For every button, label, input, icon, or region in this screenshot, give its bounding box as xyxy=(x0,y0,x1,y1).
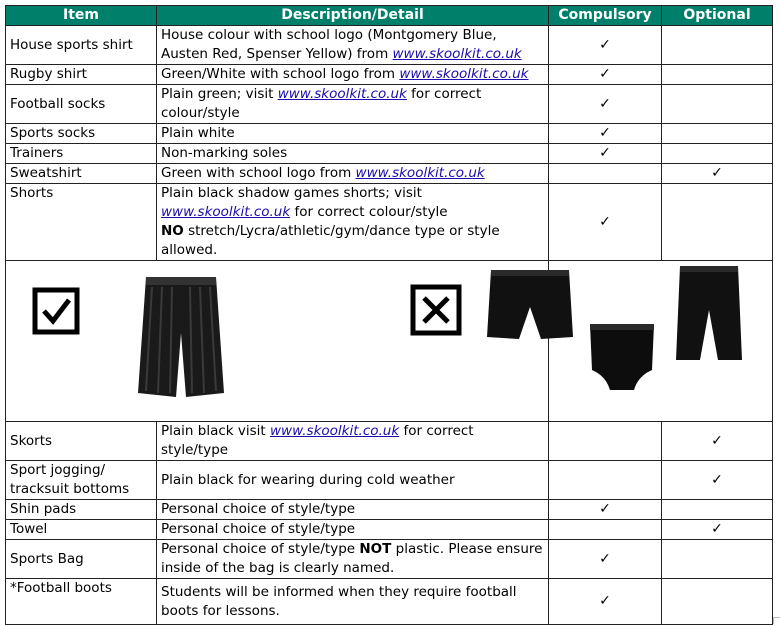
header-compulsory: Compulsory xyxy=(549,6,662,26)
description-text: House colour with school logo (Montgomery Blue, Austen Red, Spenser Yellow) from xyxy=(161,27,497,62)
item-cell: Towel xyxy=(6,520,157,540)
optional-tick: ✓ xyxy=(662,520,773,540)
shorts-line1: Plain black shadow games shorts; visit xyxy=(161,185,422,201)
table-row xyxy=(6,26,773,65)
compulsory-tick: ✓ xyxy=(549,579,662,625)
skoolkit-link[interactable]: www.skoolkit.co.uk xyxy=(399,66,529,82)
description-cell xyxy=(157,500,549,520)
optional-cell xyxy=(662,184,773,261)
item-cell: Shorts xyxy=(6,184,157,261)
item-cell: *Football boots xyxy=(6,579,157,625)
optional-cell xyxy=(662,65,773,85)
item-cell: Trainers xyxy=(6,144,157,164)
sports-bag-not-word: NOT xyxy=(359,541,392,557)
table-row xyxy=(6,144,773,164)
skoolkit-link[interactable]: www.skoolkit.co.uk xyxy=(355,165,485,181)
optional-tick: ✓ xyxy=(662,461,773,500)
optional-cell xyxy=(662,85,773,124)
description-text: Personal choice of style/type xyxy=(161,521,356,537)
compulsory-cell xyxy=(549,422,662,461)
compulsory-tick: ✓ xyxy=(549,124,662,144)
skoolkit-link[interactable]: www.skoolkit.co.uk xyxy=(392,46,522,62)
kit-table xyxy=(5,5,773,625)
item-cell: Skorts xyxy=(6,422,157,461)
description-cell xyxy=(157,65,549,85)
description-text: Plain black visit xyxy=(161,423,270,439)
checked-box-icon xyxy=(32,287,80,335)
compulsory-tick: ✓ xyxy=(549,184,662,261)
skoolkit-link[interactable]: www.skoolkit.co.uk xyxy=(161,204,291,220)
skoolkit-link[interactable]: www.skoolkit.co.uk xyxy=(270,423,400,439)
item-cell: Sports socks xyxy=(6,124,157,144)
table-row xyxy=(6,85,773,124)
compulsory-cell xyxy=(549,164,662,184)
compulsory-tick: ✓ xyxy=(549,500,662,520)
sports-bag-text: Personal choice of style/type xyxy=(161,541,360,557)
description-cell xyxy=(157,26,549,65)
description-text-end: for correct colour/style xyxy=(161,86,482,121)
optional-cell xyxy=(662,144,773,164)
description-cell xyxy=(157,540,549,579)
optional-cell xyxy=(662,579,773,625)
table-row xyxy=(6,540,773,579)
description-text: Green/White with school logo from xyxy=(161,66,400,82)
compulsory-tick: ✓ xyxy=(549,26,662,65)
description-cell: Students will be informed when they require football boots for lessons. xyxy=(157,579,549,625)
table-row xyxy=(6,579,773,625)
description-cell xyxy=(157,144,549,164)
sports-bag-text-end: plastic. Please ensure inside of the bag is clearly named. xyxy=(161,541,543,576)
table-row xyxy=(6,65,773,85)
item-cell: House sports shirt xyxy=(6,26,157,65)
description-text-end: for correct style/type xyxy=(161,423,474,458)
description-text: Plain green; visit xyxy=(161,86,278,102)
table-row xyxy=(6,461,773,500)
header-optional: Optional xyxy=(662,6,773,26)
page-corner xyxy=(773,617,780,624)
item-cell: Sweatshirt xyxy=(6,164,157,184)
black-games-shorts-image xyxy=(136,273,226,401)
optional-cell xyxy=(662,540,773,579)
description-text: Green with school logo from xyxy=(161,165,356,181)
table-row xyxy=(6,422,773,461)
description-cell xyxy=(157,124,549,144)
shorts-line2: for correct colour/style xyxy=(290,204,448,220)
optional-tick: ✓ xyxy=(662,422,773,461)
item-cell: Sport jogging/ tracksuit bottoms xyxy=(6,461,157,500)
shorts-line3: stretch/Lycra/athletic/gym/dance type or style allowed. xyxy=(161,223,500,258)
item-cell: Football socks xyxy=(6,85,157,124)
optional-cell xyxy=(662,26,773,65)
item-cell: Shin pads xyxy=(6,500,157,520)
skoolkit-link[interactable]: www.skoolkit.co.uk xyxy=(277,86,407,102)
description-cell xyxy=(157,461,549,500)
crossed-box-icon xyxy=(410,284,462,336)
compulsory-tick: ✓ xyxy=(549,85,662,124)
description-cell xyxy=(157,422,549,461)
allowed-shorts-panel xyxy=(6,261,549,422)
table-row xyxy=(6,124,773,144)
optional-tick: ✓ xyxy=(662,164,773,184)
compulsory-cell xyxy=(549,520,662,540)
table-row xyxy=(6,500,773,520)
compulsory-tick: ✓ xyxy=(549,540,662,579)
table-row xyxy=(6,184,773,261)
description-cell xyxy=(157,520,549,540)
compulsory-tick: ✓ xyxy=(549,65,662,85)
compulsory-cell xyxy=(549,461,662,500)
description-cell xyxy=(157,85,549,124)
header-description: Description/Detail xyxy=(157,6,549,26)
lycra-shorts-image xyxy=(485,267,575,342)
description-text: Plain white xyxy=(161,125,235,141)
optional-cell xyxy=(662,500,773,520)
header-row xyxy=(6,6,773,26)
description-cell xyxy=(157,164,549,184)
header-item: Item xyxy=(6,6,157,26)
item-cell: Rugby shirt xyxy=(6,65,157,85)
table-row xyxy=(6,164,773,184)
gym-knickers-image xyxy=(586,320,658,394)
description-text: Personal choice of style/type xyxy=(161,501,356,517)
item-cell: Sports Bag xyxy=(6,540,157,579)
description-cell xyxy=(157,184,549,261)
shorts-no-word: NO xyxy=(161,223,184,239)
cycling-shorts-image xyxy=(672,264,746,364)
table-row xyxy=(6,520,773,540)
optional-cell xyxy=(662,124,773,144)
description-text: Plain black for wearing during cold weather xyxy=(161,471,455,488)
description-text: Non-marking soles xyxy=(161,145,288,161)
compulsory-tick: ✓ xyxy=(549,144,662,164)
